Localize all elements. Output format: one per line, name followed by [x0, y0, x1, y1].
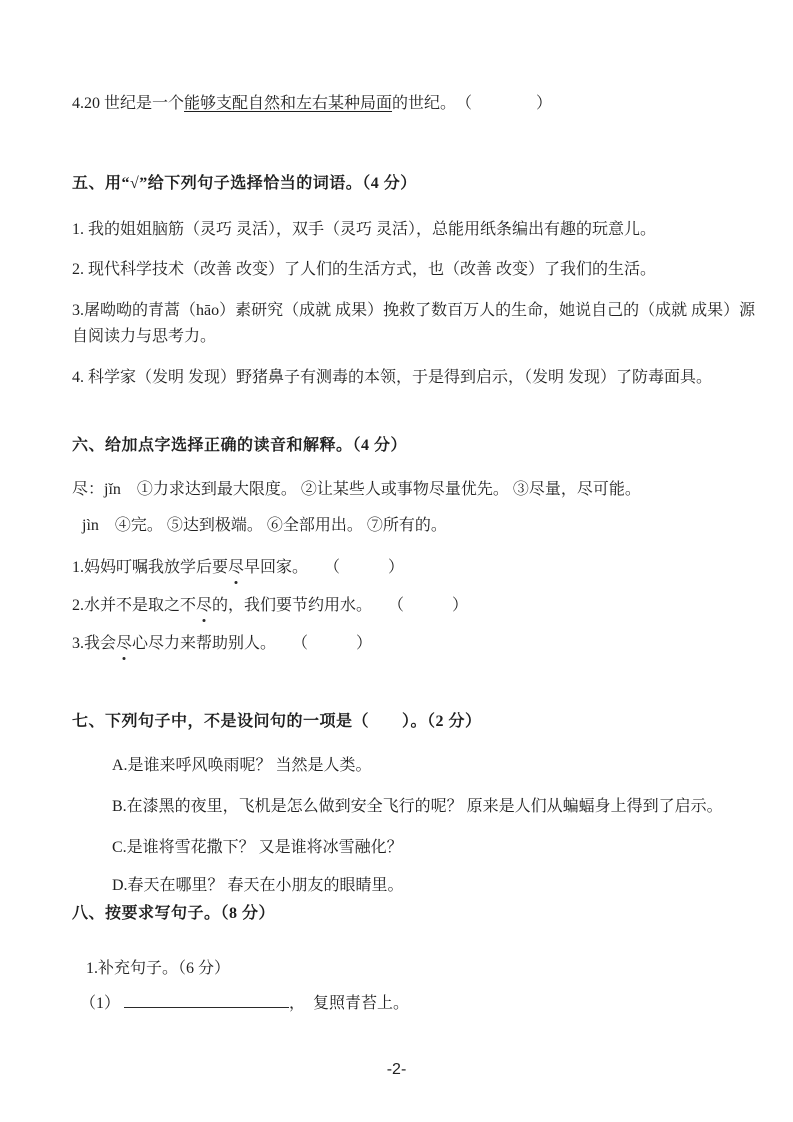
page-number: -2- — [386, 1061, 407, 1078]
section-5-item-4: 4. 科学家（发明 发现）野猪鼻子有测毒的本领，于是得到启示，（发明 发现）了防毒面具。 — [72, 369, 713, 386]
option-b: B.在漆黑的夜里，飞机是怎么做到安全飞行的呢？ 原来是人们从蝙蝠身上得到了启示。 — [112, 798, 723, 815]
section-6-item-1: 1.妈妈叮嘱我放学后要尽早回家。 （ ） — [72, 556, 761, 580]
section-7-heading: 七、下列句子中，不是设问句的一项是（ ）。（2 分） — [72, 713, 482, 730]
pronunciation-jin4-definitions: jìn ④完。 ⑤达到极端。 ⑥全部用出。 ⑦所有的。 — [78, 517, 447, 534]
emphasized-character: 尽 — [196, 594, 212, 618]
section-6-item-3: 3.我会尽心尽力来帮助别人。 （ ） — [72, 632, 761, 656]
answer-blank-line — [124, 991, 289, 1008]
section-8-heading: 八、按要求写句子。（8 分） — [72, 905, 276, 922]
option-d: D.春天在哪里？ 春天在小朋友的眼睛里。 — [112, 877, 404, 894]
pronunciation-jin3-definitions: 尽：jǐn ①力求达到最大限度。 ②让某些人或事物尽量优先。 ③尽量，尽可能。 — [72, 481, 641, 498]
option-a: A.是谁来呼风唤雨呢？ 当然是人类。 — [112, 757, 372, 774]
underlined-phrase: 能够支配自然和左右某种局面 — [184, 95, 393, 112]
section-6-item-2: 2.水并不是取之不尽的，我们要节约用水。 （ ） — [72, 594, 761, 618]
section-5-item-3: 3.屠呦呦的青蒿（hāo）素研究（成就 成果）挽救了数百万人的生命，她说自己的（成就 成果）源自阅读力与思考力。 — [72, 302, 756, 345]
section-8-sub-1: 1.补充句子。（6 分） — [86, 960, 231, 977]
emphasized-character: 尽 — [228, 556, 244, 580]
section-5-heading: 五、用“√”给下列句子选择恰当的词语。（4 分） — [72, 175, 417, 192]
fill-in-blank-1: （1） ， 复照青苔上。 — [80, 991, 761, 1016]
option-c: C.是谁将雪花撒下？ 又是谁将冰雪融化？ — [112, 839, 403, 856]
section-5-item-1: 1. 我的姐姐脑筋（灵巧 灵活），双手（灵巧 灵活），总能用纸条编出有趣的玩意儿。 — [72, 221, 657, 238]
question-4: 4.20 世纪是一个能够支配自然和左右某种局面的世纪。 （ ） — [72, 95, 553, 112]
section-5-item-2: 2. 现代科学技术（改善 改变）了人们的生活方式，也（改善 改变）了我们的生活。 — [72, 261, 657, 278]
emphasized-character: 尽 — [116, 632, 132, 656]
section-6-heading: 六、给加点字选择正确的读音和解释。（4 分） — [72, 437, 408, 454]
